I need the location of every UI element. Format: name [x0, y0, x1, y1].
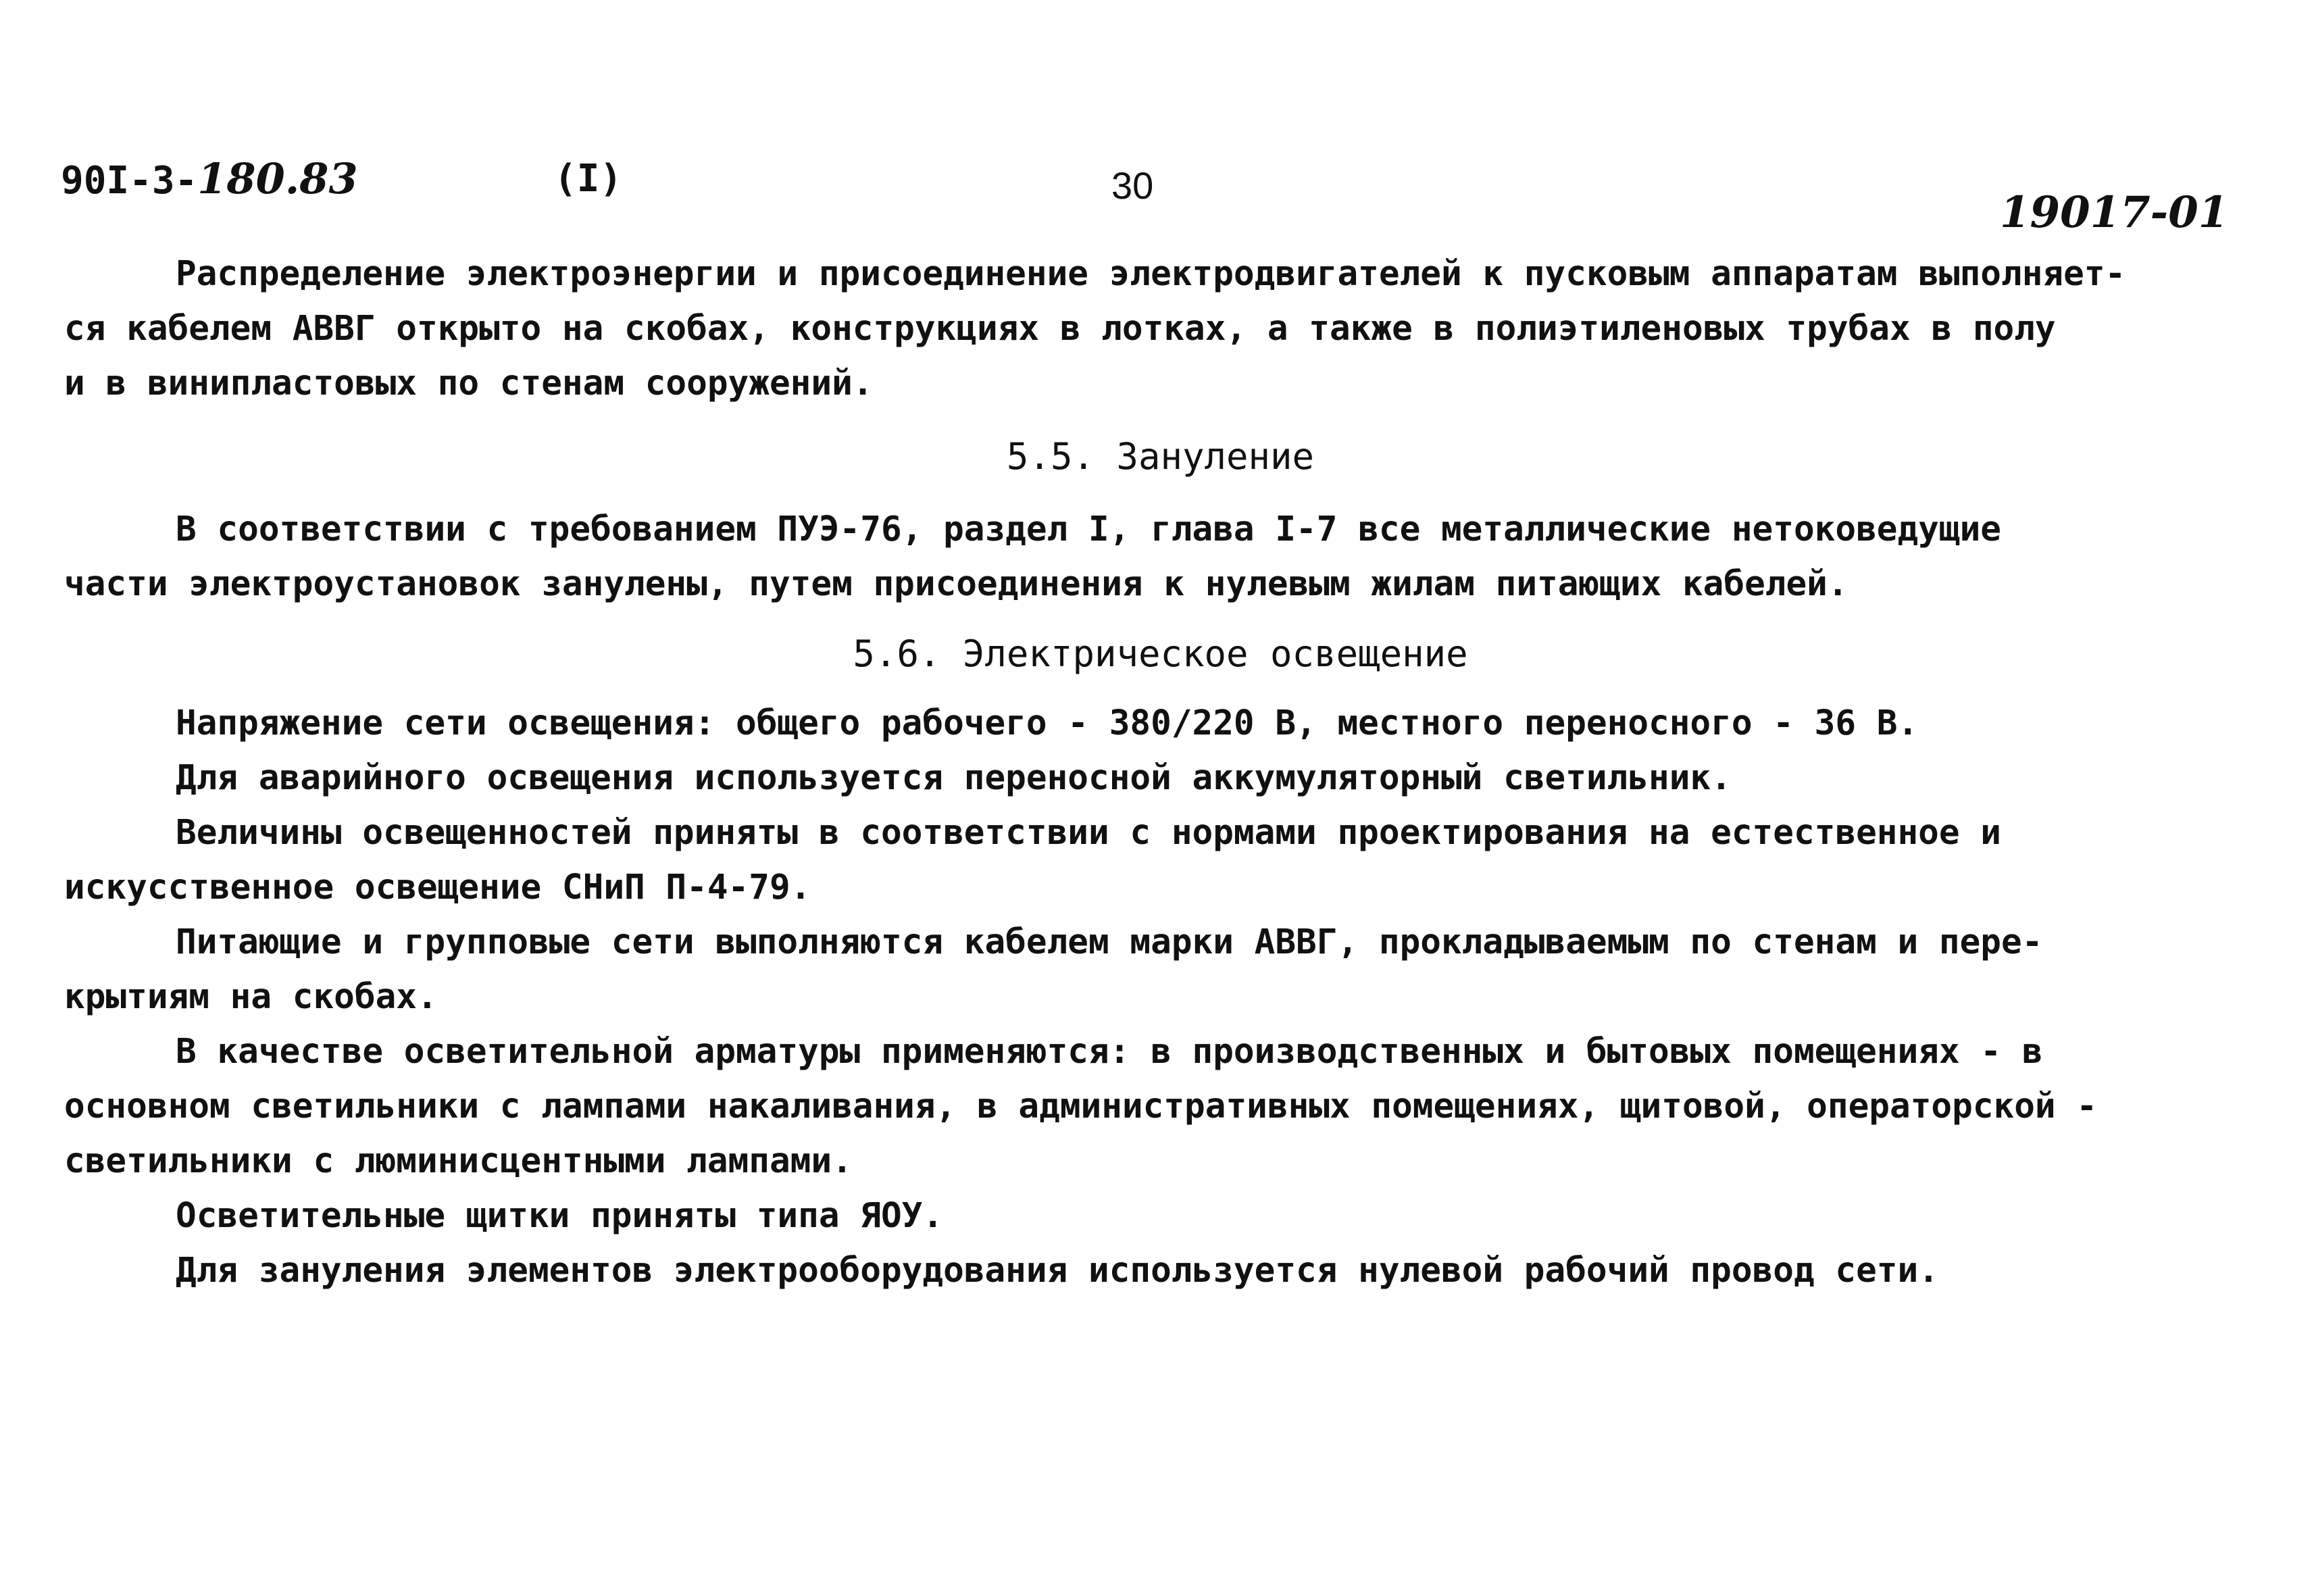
intro-line-1: Распределение электроэнергии и присоединение электродвигателей к пусковым аппаратам выполняет- — [176, 254, 2126, 294]
section-5-5-line-2: части электроустановок занулены, путем присоединения к нулевым жилам питающих кабелей. — [64, 564, 1848, 604]
document-code-prefix: 90I-3- — [61, 159, 198, 203]
section-heading-5-5: 5.5. Зануление — [1006, 435, 1315, 478]
section-5-6-line-7: В качестве осветительной арматуры применяются: в производственных и бытовых помещениях - в — [176, 1032, 2043, 1072]
section-5-6-line-3: Величины освещенностей приняты в соответствии с нормами проектирования на естественное и — [176, 813, 2002, 853]
document-body — [64, 247, 2257, 1298]
section-5-6-line-6: крытиям на скобах. — [64, 977, 438, 1017]
section-5-6-line-9: светильники с люминисцентными лампами. — [64, 1141, 853, 1181]
section-heading-5-6: 5.6. Электрическое освещение — [853, 632, 1468, 675]
volume-label: (I) — [554, 157, 623, 201]
section-5-6-line-8: основном светильники с лампами накаливания, в административных помещениях, щитовой, операторской - — [64, 1087, 2098, 1126]
intro-line-3: и в винипластовых по стенам сооружений. — [64, 364, 874, 403]
document-code — [61, 155, 358, 205]
section-5-6-line-11: Для зануления элементов электрооборудования используется нулевой рабочий провод сети. — [176, 1251, 1939, 1291]
section-5-6-line-1: Напряжение сети освещения: общего рабочего - 380/220 В, местного переносного - 36 В. — [176, 703, 1919, 743]
page-number: 30 — [1111, 164, 1154, 207]
intro-line-2: ся кабелем АВВГ открыто на скобах, конструкциях в лотках, а также в полиэтиленовых трубах в полу — [64, 309, 2056, 349]
handwritten-stamp: 19017-01 — [2000, 187, 2229, 238]
section-5-6-line-2: Для аварийного освещения используется переносной аккумуляторный светильник. — [176, 758, 1732, 798]
document-code-handwritten: 180.83 — [197, 154, 358, 203]
section-5-6-line-5: Питающие и групповые сети выполняются кабелем марки АВВГ, прокладываемым по стенам и пере- — [176, 922, 2043, 962]
section-5-6-line-4: искусственное освещение СНиП П-4-79. — [64, 868, 811, 907]
section-5-5-line-1: В соответствии с требованием ПУЭ-76, раздел I, глава I-7 все металлические нетоковедущие — [176, 509, 2002, 549]
section-5-6-line-10: Осветительные щитки приняты типа ЯОУ. — [176, 1196, 944, 1236]
